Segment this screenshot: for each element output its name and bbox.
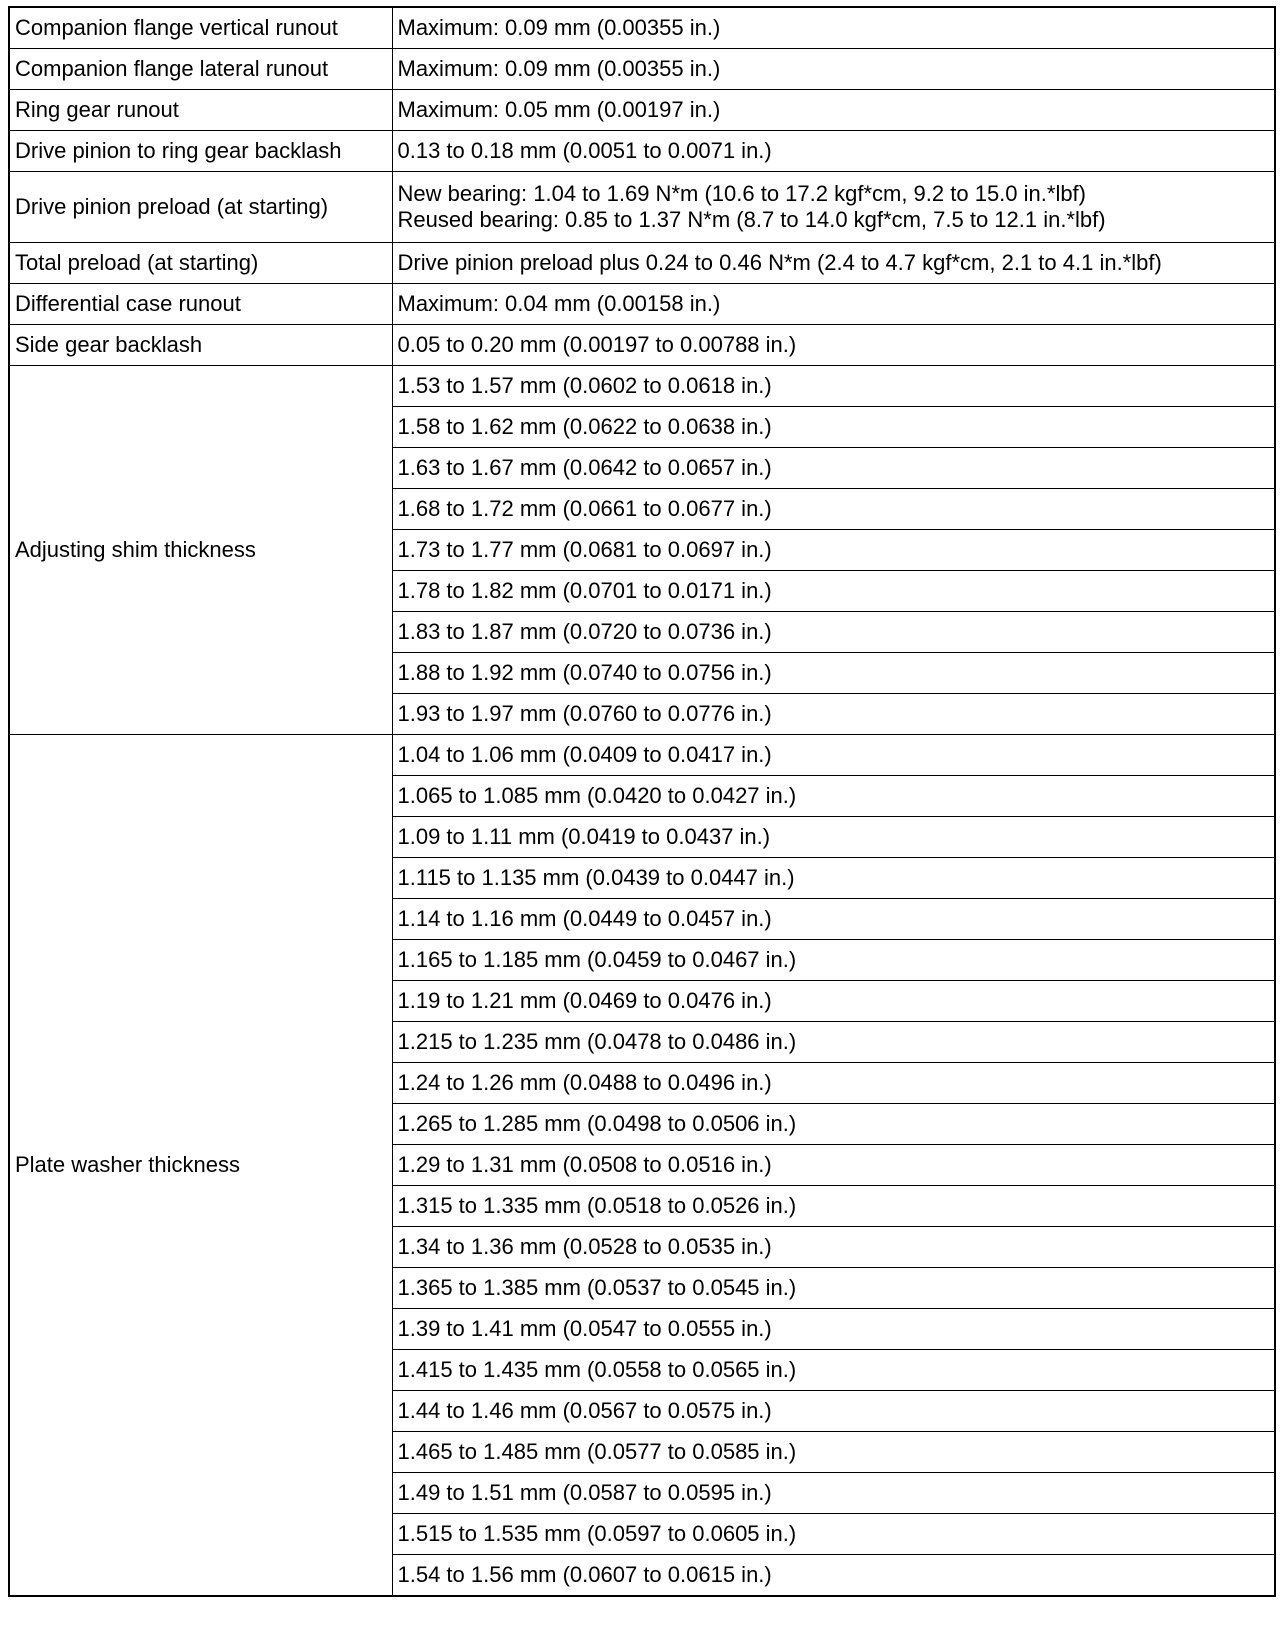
shim-value: 1.68 to 1.72 mm (0.0661 to 0.0677 in.) [392, 489, 1275, 530]
spec-cell: Maximum: 0.04 mm (0.00158 in.) [392, 284, 1275, 325]
washer-value: 1.065 to 1.085 mm (0.0420 to 0.0427 in.) [392, 776, 1275, 817]
washer-value: 1.215 to 1.235 mm (0.0478 to 0.0486 in.) [392, 1022, 1275, 1063]
shim-value: 1.88 to 1.92 mm (0.0740 to 0.0756 in.) [392, 653, 1275, 694]
shim-value: 1.58 to 1.62 mm (0.0622 to 0.0638 in.) [392, 407, 1275, 448]
washer-value: 1.315 to 1.335 mm (0.0518 to 0.0526 in.) [392, 1186, 1275, 1227]
washer-value: 1.09 to 1.11 mm (0.0419 to 0.0437 in.) [392, 817, 1275, 858]
table-row [9, 7, 1275, 49]
washer-value: 1.34 to 1.36 mm (0.0528 to 0.0535 in.) [392, 1227, 1275, 1268]
table-row [9, 284, 1275, 325]
washer-value: 1.465 to 1.485 mm (0.0577 to 0.0585 in.) [392, 1432, 1275, 1473]
item-cell: Companion flange vertical runout [9, 7, 392, 49]
item-cell: Companion flange lateral runout [9, 49, 392, 90]
washer-value: 1.54 to 1.56 mm (0.0607 to 0.0615 in.) [392, 1555, 1275, 1597]
washer-value: 1.115 to 1.135 mm (0.0439 to 0.0447 in.) [392, 858, 1275, 899]
washer-value: 1.19 to 1.21 mm (0.0469 to 0.0476 in.) [392, 981, 1275, 1022]
table-row [9, 325, 1275, 366]
washer-value: 1.29 to 1.31 mm (0.0508 to 0.0516 in.) [392, 1145, 1275, 1186]
washer-value: 1.415 to 1.435 mm (0.0558 to 0.0565 in.) [392, 1350, 1275, 1391]
shim-value: 1.63 to 1.67 mm (0.0642 to 0.0657 in.) [392, 448, 1275, 489]
washer-value: 1.49 to 1.51 mm (0.0587 to 0.0595 in.) [392, 1473, 1275, 1514]
washer-value: 1.14 to 1.16 mm (0.0449 to 0.0457 in.) [392, 899, 1275, 940]
spec-cell: 0.05 to 0.20 mm (0.00197 to 0.00788 in.) [392, 325, 1275, 366]
spec-cell: Drive pinion preload plus 0.24 to 0.46 N*m (2.4 to 4.7 kgf*cm, 2.1 to 4.1 in.*lbf) [392, 243, 1275, 284]
table-row [9, 90, 1275, 131]
spec-line-new-bearing: New bearing: 1.04 to 1.69 N*m (10.6 to 17.2 kgf*cm, 9.2 to 15.0 in.*lbf) [397, 181, 1086, 206]
item-cell: Drive pinion to ring gear backlash [9, 131, 392, 172]
washer-value: 1.44 to 1.46 mm (0.0567 to 0.0575 in.) [392, 1391, 1275, 1432]
spec-cell: Maximum: 0.05 mm (0.00197 in.) [392, 90, 1275, 131]
spec-cell [392, 172, 1275, 243]
shim-value: 1.93 to 1.97 mm (0.0760 to 0.0776 in.) [392, 694, 1275, 735]
table-row [9, 172, 1275, 243]
specification-table [8, 6, 1276, 1597]
washer-value: 1.165 to 1.185 mm (0.0459 to 0.0467 in.) [392, 940, 1275, 981]
washer-value: 1.515 to 1.535 mm (0.0597 to 0.0605 in.) [392, 1514, 1275, 1555]
washer-value: 1.24 to 1.26 mm (0.0488 to 0.0496 in.) [392, 1063, 1275, 1104]
table-row [9, 735, 1275, 776]
table-row [9, 49, 1275, 90]
item-cell: Ring gear runout [9, 90, 392, 131]
spec-line-reused-bearing: Reused bearing: 0.85 to 1.37 N*m (8.7 to 14.0 kgf*cm, 7.5 to 12.1 in.*lbf) [397, 207, 1106, 232]
adjusting-shim-label: Adjusting shim thickness [9, 366, 392, 735]
item-cell: Total preload (at starting) [9, 243, 392, 284]
washer-value: 1.39 to 1.41 mm (0.0547 to 0.0555 in.) [392, 1309, 1275, 1350]
plate-washer-label: Plate washer thickness [9, 735, 392, 1597]
washer-value: 1.04 to 1.06 mm (0.0409 to 0.0417 in.) [392, 735, 1275, 776]
spec-cell: 0.13 to 0.18 mm (0.0051 to 0.0071 in.) [392, 131, 1275, 172]
item-cell: Drive pinion preload (at starting) [9, 172, 392, 243]
table-row [9, 243, 1275, 284]
spec-cell: Maximum: 0.09 mm (0.00355 in.) [392, 7, 1275, 49]
item-cell: Side gear backlash [9, 325, 392, 366]
shim-value: 1.78 to 1.82 mm (0.0701 to 0.0171 in.) [392, 571, 1275, 612]
item-cell: Differential case runout [9, 284, 392, 325]
table-row [9, 366, 1275, 407]
washer-value: 1.365 to 1.385 mm (0.0537 to 0.0545 in.) [392, 1268, 1275, 1309]
table-row [9, 131, 1275, 172]
spec-cell: Maximum: 0.09 mm (0.00355 in.) [392, 49, 1275, 90]
shim-value: 1.53 to 1.57 mm (0.0602 to 0.0618 in.) [392, 366, 1275, 407]
washer-value: 1.265 to 1.285 mm (0.0498 to 0.0506 in.) [392, 1104, 1275, 1145]
shim-value: 1.73 to 1.77 mm (0.0681 to 0.0697 in.) [392, 530, 1275, 571]
shim-value: 1.83 to 1.87 mm (0.0720 to 0.0736 in.) [392, 612, 1275, 653]
